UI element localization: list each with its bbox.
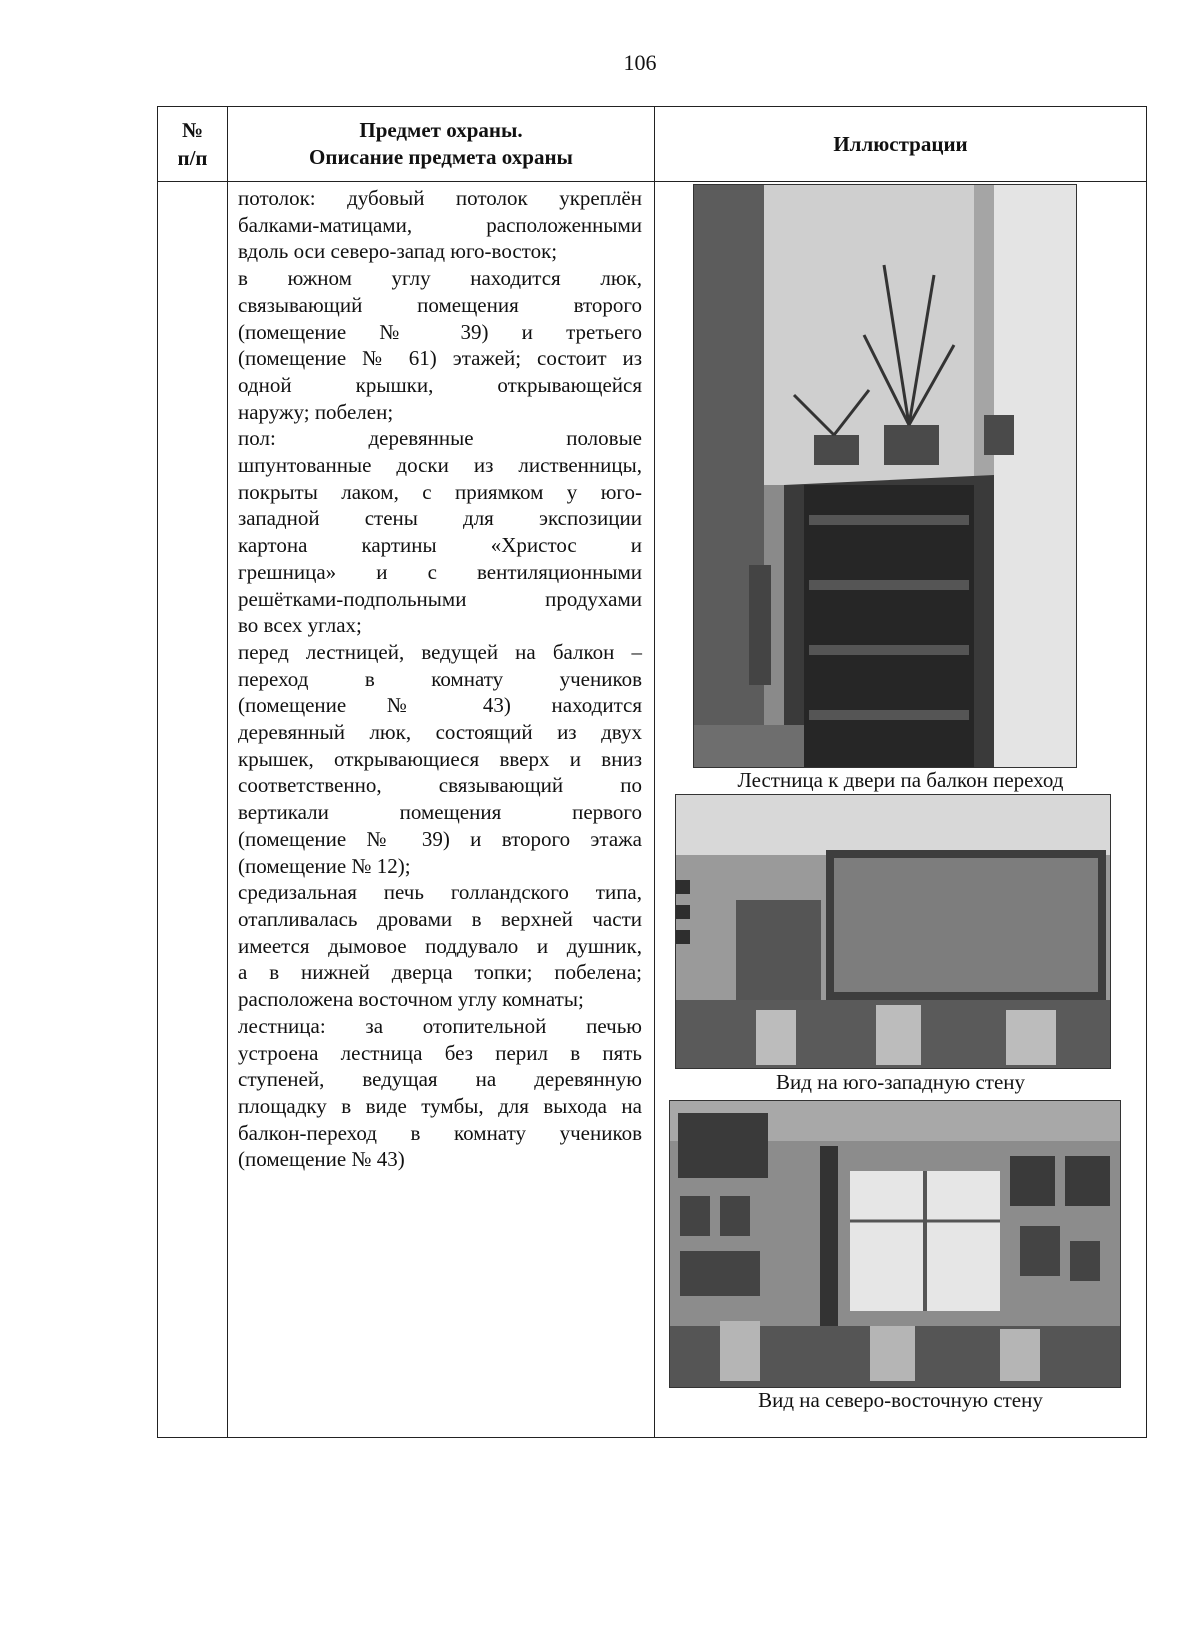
description-line: в южном углу находится люк,: [238, 266, 642, 291]
description-line: а в нижней дверца топки; побелена;: [238, 960, 642, 985]
description-line: деревянный люк, состоящий из двух: [238, 720, 642, 745]
description-line: расположена восточном углу комнаты;: [238, 987, 584, 1012]
description-line: имеется дымовое поддувало и душник,: [238, 933, 642, 958]
description-line: грешница» и с вентиляционными: [238, 559, 642, 584]
description-line: вертикали помещения первого: [238, 800, 642, 825]
header-illustrations: Иллюстрации: [655, 107, 1147, 182]
description-line: вдоль оси северо-запад юго-восток;: [238, 239, 558, 264]
description-line: лестница: за отопительной печью: [238, 1013, 642, 1038]
description-line: связывающий помещения второго: [238, 292, 642, 317]
description-line: (помещение № 43) находится: [238, 693, 642, 718]
number-cell: [158, 182, 228, 1438]
page-number: 106: [623, 50, 657, 75]
header-description-line1: Предмет охраны.: [359, 118, 523, 142]
photo-northeast-wall: [669, 1100, 1121, 1388]
description-line: покрыты лаком, с приямком у юго-: [238, 479, 642, 504]
description-line: картона картины «Христос и: [238, 533, 642, 558]
description-line: средизальная печь голландского типа,: [238, 880, 642, 905]
description-line: крышек, открывающиеся вверх и вниз: [238, 746, 642, 771]
description-cell: [228, 182, 655, 1438]
description-line: (помещение № 39) и третьего: [238, 319, 642, 344]
caption-photo3: Вид на северо-восточную стену: [758, 1388, 1043, 1412]
description-line: пол: деревянные половые: [238, 426, 642, 451]
photo-southwest-wall: [675, 794, 1111, 1069]
caption-photo1: Лестница к двери па балкон переход: [737, 768, 1064, 792]
protection-table: [157, 106, 1147, 1438]
illustrations-cell: [655, 182, 1147, 1438]
description-line: во всех углах;: [238, 613, 362, 638]
header-number-line1: №: [181, 118, 204, 142]
description-line: (помещение № 43): [238, 1147, 405, 1172]
description-line: перед лестницей, ведущей на балкон –: [238, 639, 642, 664]
description-line: (помещение № 12);: [238, 853, 411, 878]
description-line: устроена лестница без перил в пять: [238, 1040, 642, 1065]
description-line: западной стены для экспозиции: [238, 506, 642, 531]
header-description-line2: Описание предмета охраны: [309, 145, 573, 169]
description-line: балкон-переход в комнату учеников: [238, 1120, 642, 1145]
body-row: [158, 182, 1147, 1438]
header-number-line2: п/п: [177, 146, 208, 170]
description-line: решётками-подпольными продухами: [238, 586, 642, 611]
description-line: (помещение № 61) этажей; состоит из: [238, 346, 642, 371]
description-line: шпунтованные доски из лиственницы,: [238, 453, 642, 478]
header-number: [158, 107, 228, 182]
header-row: [158, 107, 1147, 182]
description-line: (помещение № 39) и второго этажа: [238, 826, 642, 851]
description-line: переход в комнату учеников: [238, 666, 642, 691]
description-line: площадку в виде тумбы, для выхода на: [238, 1093, 642, 1118]
description-line: отапливалась дровами в верхней части: [238, 906, 642, 931]
photo-staircase: [693, 184, 1077, 768]
description-line: потолок: дубовый потолок укреплён: [238, 186, 642, 210]
description-line: соответственно, связывающий по: [238, 773, 642, 798]
description-line: балками-матицами, расположенными: [238, 212, 642, 237]
caption-photo2: Вид на юго-западную стену: [775, 1070, 1026, 1094]
description-line: одной крышки, открывающейся: [238, 372, 642, 397]
header-description: [228, 107, 655, 182]
description-line: ступеней, ведущая на деревянную: [238, 1067, 642, 1092]
description-line: наружу; побелен;: [238, 399, 394, 424]
